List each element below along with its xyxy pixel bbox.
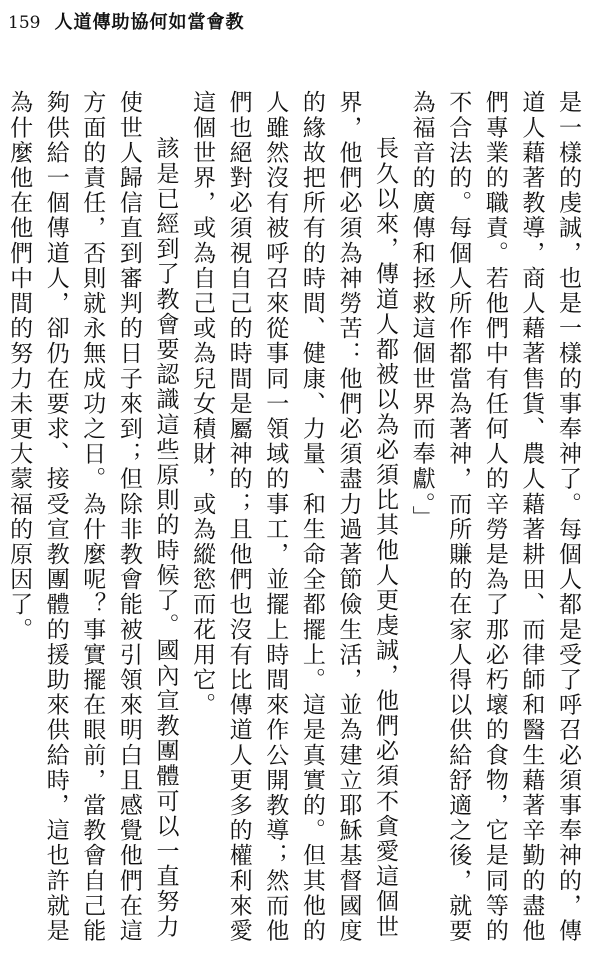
paragraph-4 [0,90,1,950]
running-title: 人道傳助協何如當會教 [54,12,245,33]
vertical-body-text [6,90,586,950]
paragraph-1: 是一樣的虔誠，也是一樣的事奉神了。每個人都是受了呼召必須事奉神的，傳道人藉著教導，商人藉著售貨、農人藉著耕田、而律師和醫生藉著辛勤的盡他們專業的職責。若他們中有任何人的辛勞是為了那必朽壞的食物，它是同等的不合法的。每個人所作都當為著神，而所賺的在家人得以供給舒適之後，就要為福音的廣傳和拯救這個世界而奉獻。」 [408,90,581,944]
paragraph-2: 長久以來，傳道人都被以為必須比其他人更虔誠，他們必須不貪愛這個世界，他們必須為神勞苦：他們必須盡力過著節儉生活，並為建立耶穌基督國度的緣故把所有的時間、健康、力量、和生命全都擺上。這是真實的。但其他的人雖然沒有被呼召來從事同一領域的事工，並擺上時間來作公開教導；然而他們也絕對必須視自己的時間是屬神的；且他們也沒有比傳道人更多的權利來愛這個世界，或為自己或為兒女積財，或為縱慾而花用它。 [189,90,399,944]
paragraph-3: 該是已經到了教會要認識這些原則的時候了。國內宣教團體可以一直努力使世人歸信直到審判的日子來到；但除非教會能被引領來明白且感覺他們在這方面的責任，否則就永無成功之日。為什麼呢？事實擺在眼前，當教會自己能夠供給一個傳道人，卻仍在要求、接受宣教團體的援助來供給時，這也許就是為什麼他在他們中間的努力未更大蒙福的原因了。 [6,90,179,944]
page-number: 159 [8,13,41,33]
page-header [8,8,244,34]
